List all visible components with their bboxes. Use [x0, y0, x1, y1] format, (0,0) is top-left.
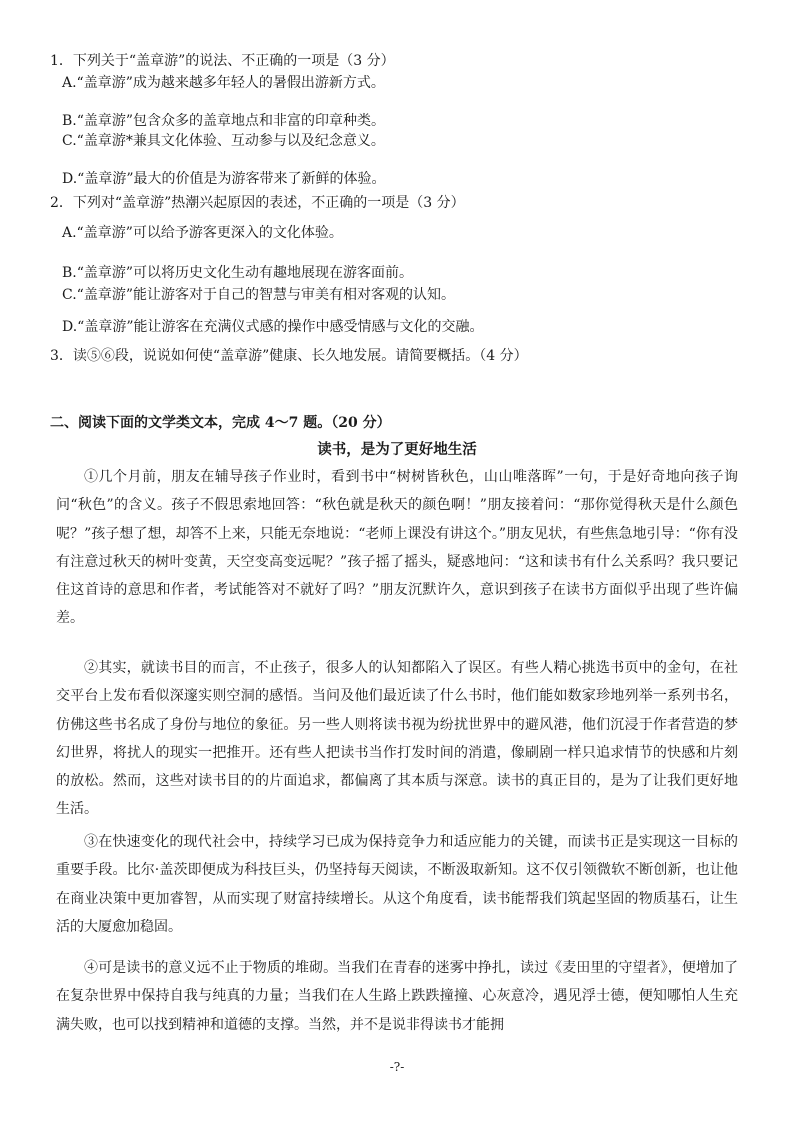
article-title: 读书，是为了更好地生活	[317, 441, 477, 458]
question-2-option-a: A.“盖章游”可以给予游客更深入的文化体验。	[62, 225, 343, 241]
question-1-option-c: C.“盖章游*兼具文化体验、互动参与以及纪念意义。	[62, 133, 385, 149]
page-number: -?-	[389, 1060, 405, 1074]
article-paragraph-3: ③在快速变化的现代社会中，持续学习已成为保持竞争力和适应能力的关键，而读书正是实现这一目标的重要手段。比尔·盖茨即便成为科技巨头，仍坚持每天阅读，不断汲取新知。这不仅引领微软不断创新，也让他在商业决策中更加睿智，从而实现了财富持续增长。从这个角度看，读书能帮我们筑起坚固的物质基石，让生活的大厦愈加稳固。	[56, 834, 738, 935]
question-1-option-b: B.“盖章游”包含众多的盖章地点和非富的印章种类。	[62, 113, 386, 129]
article-paragraph-1: ①几个月前，朋友在辅导孩子作业时，看到书中“树树皆秋色，山山唯落晖”一句，于是好奇地向孩子询问“秋色”的含义。孩子不假思索地回答：“秋色就是秋天的颜色啊！”朋友接着问：“那你觉得秋天是什么颜色呢？”孩子想了想，却答不上来，只能无奈地说：“老师上课没有讲这个。”朋友见状，有些焦急地引导：“你有没有注意过秋天的树叶变黄，天空变高变远呢？”孩子摇了摇头，疑惑地问：“这和读书有什么关系吗？我只要记住这首诗的意思和作者，考试能答对不就好了吗？”朋友沉默许久，意识到孩子在读书方面似乎出现了些许偏差。	[56, 469, 738, 627]
question-2-option-d: D.“盖章游”能让游客在充满仪式感的操作中感受情感与文化的交融。	[62, 319, 484, 335]
question-1-stem: 1．下列关于“盖章游”的说法、不正确的一项是（3 分）	[50, 53, 395, 69]
section-heading: 二、阅读下面的文学类文本，完成 4～7 题。（20 分）	[50, 415, 391, 431]
question-2-option-b: B.“盖章游”可以将历史文化生动有趣地展现在游客面前。	[62, 265, 414, 281]
article-paragraph-2: ②其实，就读书目的而言，不止孩子，很多人的认知都陷入了误区。有些人精心挑选书页中的金句，在社交平台上发布看似深邃实则空洞的感悟。当问及他们最近读了什么书时，他们能如数家珍地列举一系列书名，仿佛这些书名成了身份与地位的象征。另一些人则将读书视为纷扰世界中的避风港，他们沉浸于作者营造的梦幻世界，将扰人的现实一把推开。还有些人把读书当作打发时间的消遣，像刷剧一样只追求情节的快感和片刻的放松。然而，这些对读书目的的片面追求，都偏离了其本质与深意。读书的真正目的，是为了让我们更好地生活。	[56, 660, 738, 818]
article-paragraph-4: ④可是读书的意义远不止于物质的堆砌。当我们在青春的迷雾中挣扎，读过《麦田里的守望者》，便增加了在复杂世界中保持自我与纯真的力量；当我们在人生路上跌跌撞撞、心灰意冷，遇见浮士德，便知哪怕人生充满失败，也可以找到精神和道德的支撑。当然，并不是说非得读书才能拥	[56, 960, 738, 1033]
question-1-option-d: D.“盖章游”最大的价值是为游客带来了新鲜的体验。	[62, 171, 386, 187]
question-2-stem: 2．下列对“盖章游”热潮兴起原因的表述，不正确的一项是（3 分）	[50, 195, 465, 211]
question-2-option-c: C.“盖章游”能让游客对于自己的智慧与审美有相对客观的认知。	[62, 287, 455, 303]
question-3-stem: 3．读⑤⑥段，说说如何使“盖章游”健康、长久地发展。请简要概括。（4 分）	[50, 348, 528, 364]
question-1-option-a: A.“盖章游”成为越来越多年轻人的暑假出游新方式。	[62, 75, 385, 91]
